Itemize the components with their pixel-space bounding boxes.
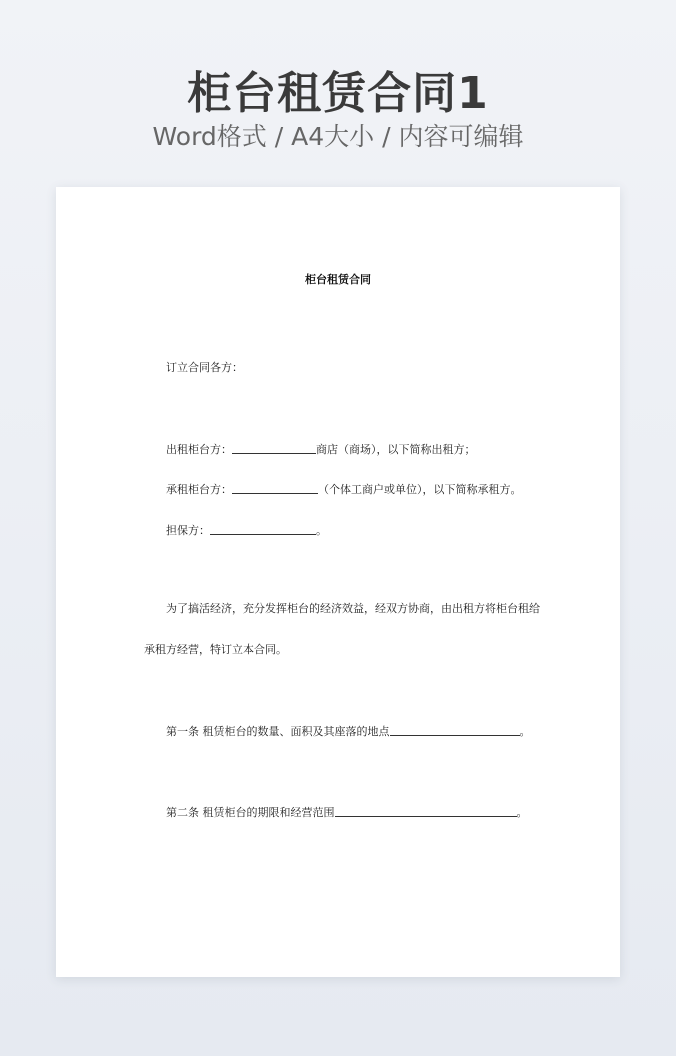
article-2-blank [335, 804, 517, 817]
parties-intro: 订立合同各方： [166, 361, 243, 374]
lessor-suffix: 商店（商场），以下简称出租方； [316, 443, 476, 456]
guarantor-suffix: 。 [316, 524, 327, 537]
lessor-line [166, 441, 476, 458]
article-1-label: 第一条 租赁柜台的数量、面积及其座落的地点 [166, 725, 390, 738]
guarantor-blank [210, 522, 316, 535]
lessor-blank [232, 441, 316, 454]
lessee-blank [232, 481, 318, 494]
lessor-label: 出租柜台方： [166, 443, 232, 456]
lessee-line [166, 481, 522, 498]
guarantor-label: 担保方： [166, 524, 210, 537]
article-2-suffix: 。 [516, 806, 528, 819]
article-1-blank [390, 723, 520, 736]
article-2-line [166, 804, 528, 821]
guarantor-line [166, 522, 327, 539]
article-1-suffix: 。 [519, 725, 531, 738]
lessee-suffix: （个体工商户或单位），以下简称承租方。 [318, 483, 522, 496]
document-page [56, 187, 620, 977]
document-title: 柜台租赁合同 [305, 273, 371, 286]
article-2-label: 第二条 租赁柜台的期限和经营范围 [166, 806, 335, 819]
lessee-label: 承租柜台方： [166, 483, 232, 496]
page-subtitle: Word格式 / A4大小 / 内容可编辑 [152, 122, 524, 151]
preamble-line-2: 承租方经营，特订立本合同。 [144, 643, 287, 656]
page-title: 柜台租赁合同1 [187, 68, 489, 119]
article-1-line [166, 723, 531, 740]
preamble-line-1: 为了搞活经济，充分发挥柜台的经济效益，经双方协商，由出租方将柜台租给 [166, 602, 540, 615]
